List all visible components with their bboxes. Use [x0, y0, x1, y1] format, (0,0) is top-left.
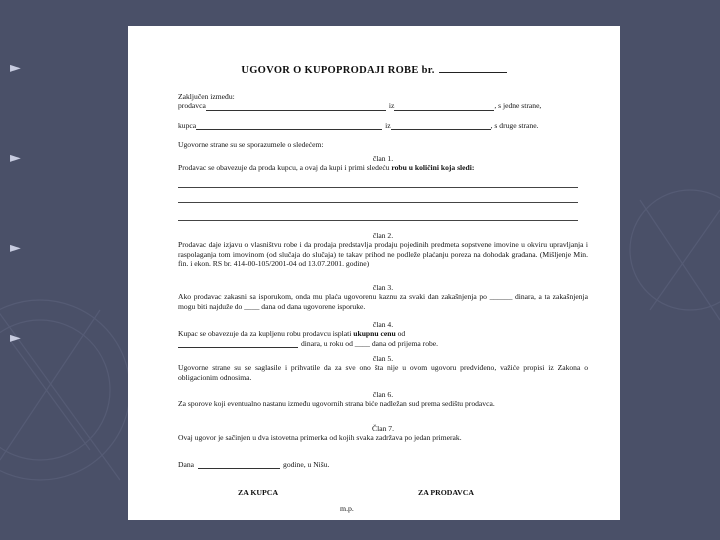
seller-row: prodavca iz , s jedne strane,	[178, 101, 542, 111]
article-text: Kupac se obavezuje da za kupljenu robu prodavcu isplati ukupnu cenu od	[178, 329, 406, 339]
article-text: Prodavac daje izjavu o vlasništvu robe i da prodaja predstavlja prodaju pojedinih predmeta sopstvene imovine u okviru upravljanja i raspolaganja tom imovinom (od slučaja do slučaja) te takav prihod ne podleže plaćanju poreza na dohodak građana. (Mišljenje Min. fin. i ekon. RS br. 414-00-105/2001-04 od 13.07.2001. godine)	[178, 240, 588, 269]
article-3	[178, 283, 588, 311]
seller-name-blank	[206, 103, 386, 111]
seller-city-blank	[394, 103, 494, 111]
article-title: član 2.	[372, 231, 394, 240]
date-row: Dana godine, u Nišu.	[178, 460, 330, 469]
article-7	[178, 424, 588, 443]
article-text: Ovaj ugovor je sačinjen u dva istovetna primerka od kojih svaka zadržava po jedan primerak.	[178, 433, 462, 443]
article-text: Za sporove koji eventualno nastanu između ugovornih strana biće nadležan sud prema sedištu prodavca.	[178, 399, 495, 409]
goods-line	[178, 220, 578, 221]
article-title: član 3.	[372, 283, 394, 292]
article-1	[178, 154, 588, 173]
article-2	[178, 231, 588, 269]
buyer-name-blank	[196, 122, 382, 130]
article-5	[178, 354, 588, 382]
price-blank	[178, 340, 298, 348]
bullet-icon: ►	[10, 330, 21, 346]
date-blank	[198, 461, 280, 469]
buyer-city-blank	[391, 122, 491, 130]
goods-line	[178, 202, 578, 203]
article-4: član 4. Kupac se obavezuje da za kupljenu robu prodavcu isplati ukupnu cenu od dinara, u roku od ____ dana od prijema robe.	[178, 320, 588, 348]
stamp-label: m.p.	[340, 504, 354, 513]
contract-number-blank	[439, 64, 507, 73]
contract-document	[128, 26, 620, 520]
intro-text: Zaključen između:	[178, 92, 235, 101]
article-6	[178, 390, 588, 409]
bullet-icon: ►	[10, 150, 21, 166]
article-title: član 1.	[372, 154, 394, 163]
article-title: član 5.	[372, 354, 394, 363]
article-title: Član 7.	[372, 424, 394, 433]
goods-line	[178, 187, 578, 188]
article-title: član 4.	[372, 320, 394, 329]
agreement-intro: Ugovorne strane su se sporazumele o sledećem:	[178, 140, 324, 150]
parties-block	[178, 92, 588, 150]
article-text: Prodavac se obavezuje da proda kupcu, a ovaj da kupi i primi sledeću robu u količini koja sledi:	[178, 163, 475, 173]
article-text: Ako prodavac zakasni sa isporukom, onda mu plaća ugovorenu kaznu za svaki dan zakašnjenja po ______ dinara, a ta zakašnjenja mogu biti najduže do ____ dana od dana ugovorene isporuke.	[178, 292, 588, 311]
seller-signature-label: ZA PRODAVCA	[418, 488, 474, 497]
bullet-icon: ►	[10, 60, 21, 76]
article-title: član 6.	[372, 390, 394, 399]
article-text: Ugovorne strane su se saglasile i prihvatile da za sve ono šta nije u ovom ugovoru predviđeno, važiće propisi iz Zakona o obligacionim odnosima.	[178, 363, 588, 382]
buyer-signature-label: ZA KUPCA	[238, 488, 279, 497]
document-title: UGOVOR O KUPOPRODAJI ROBE br.	[128, 64, 620, 77]
buyer-row: kupca iz , s druge strane.	[178, 120, 539, 130]
bullet-icon: ►	[10, 240, 21, 256]
